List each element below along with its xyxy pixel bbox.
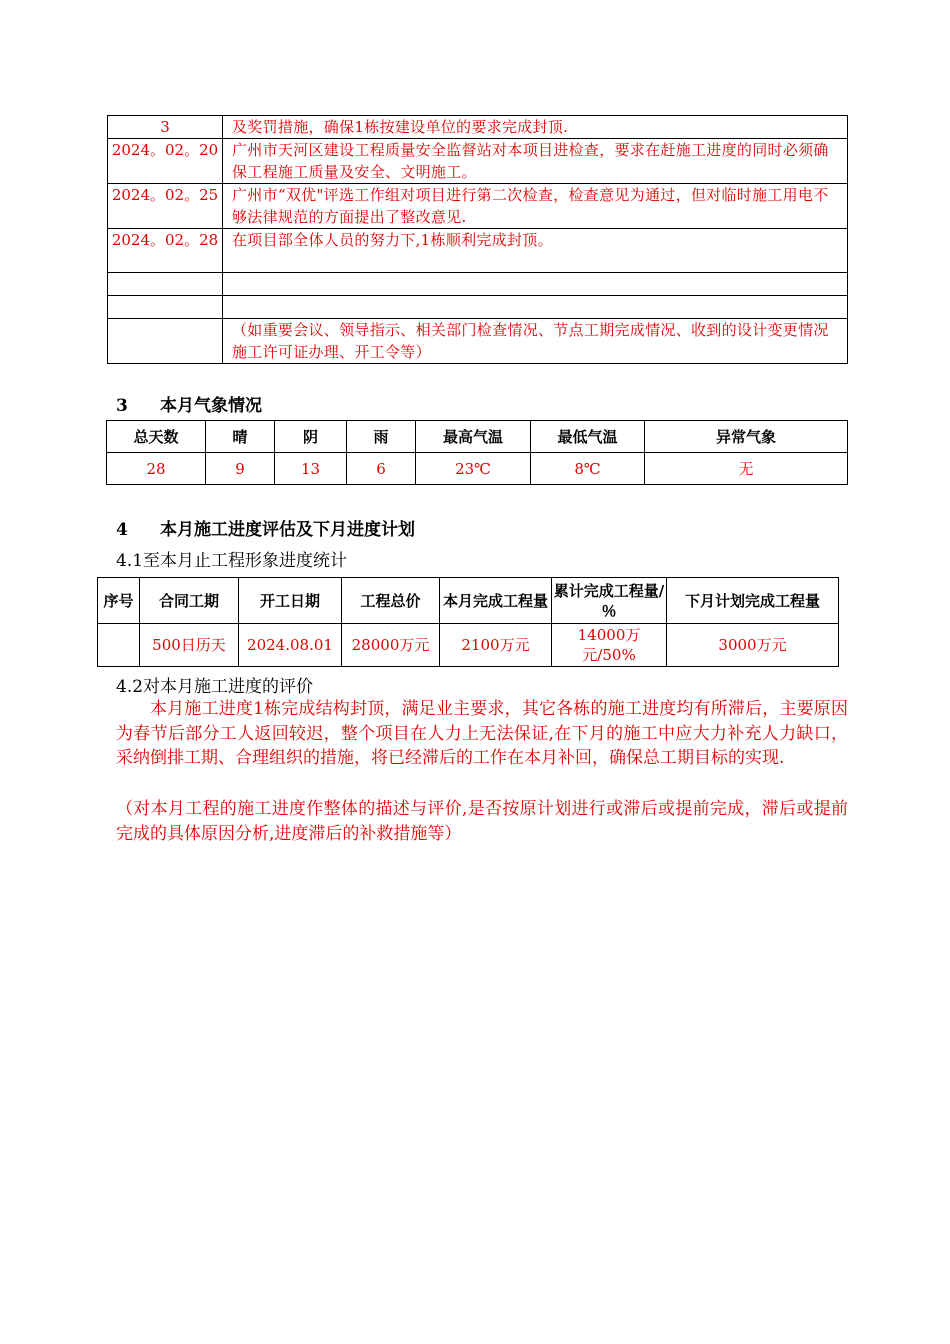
event-date: 3 [108,116,223,139]
column-header: 总天数 [107,421,206,453]
column-header: 最低气温 [531,421,645,453]
subsection-title-4-1: 4.1至本月止工程形象进度统计 [116,551,348,571]
table-cell: 13 [275,453,347,485]
event-description: 及奖罚措施，确保1栋按建设单位的要求完成封顶. [223,116,848,139]
column-header: 下月计划完成工程量 [667,578,839,624]
events-table [107,115,848,364]
column-header: 晴 [206,421,275,453]
section-number: 4 [116,520,128,540]
event-description: 在项目部全体人员的努力下,1栋顺利完成封顶。 [223,229,848,273]
table-row [108,319,848,364]
column-header: 本月完成工程量 [440,578,552,624]
event-description [223,296,848,319]
column-header: 序号 [98,578,140,624]
table-cell: 28000万元 [342,624,440,667]
table-row [108,139,848,184]
event-description [223,273,848,296]
table-cell: 28 [107,453,206,485]
section-number: 3 [116,396,128,416]
table-row [108,296,848,319]
weather-table [106,420,848,485]
event-date: 2024。02。28 [108,229,223,273]
table-cell: 23℃ [416,453,531,485]
table-row [108,184,848,229]
event-date: 2024。02。20 [108,139,223,184]
table-row [107,453,848,485]
table-cell: 2100万元 [440,624,552,667]
section-title: 本月施工进度评估及下月进度计划 [160,520,415,540]
table-cell: 无 [645,453,848,485]
column-header: 累计完成工程量/％ [552,578,667,624]
column-header: 最高气温 [416,421,531,453]
table-cell: 3000万元 [667,624,839,667]
event-description: （如重要会议、领导指示、相关部门检查情况、节点工期完成情况、收到的设计变更情况施工许可证办理、开工令等） [223,319,848,364]
column-header: 异常气象 [645,421,848,453]
table-cell: 14000万元/50% [552,624,667,667]
column-header: 开工日期 [239,578,342,624]
event-description: 广州市天河区建设工程质量安全监督站对本项目进检查，要求在赶施工进度的同时必须确保工程施工质量及安全、文明施工。 [223,139,848,184]
event-description: 广州市“双优"评选工作组对项目进行第二次检查，检查意见为通过，但对临时施工用电不够法律规范的方面提出了整改意见. [223,184,848,229]
event-date: 2024。02。25 [108,184,223,229]
event-date [108,273,223,296]
table-row [98,624,839,667]
table-cell: 6 [347,453,416,485]
table-header-row [107,421,848,453]
table-cell: 500日历天 [140,624,239,667]
column-header: 合同工期 [140,578,239,624]
section-heading-progress [116,515,415,540]
table-row [108,116,848,139]
evaluation-paragraph: 本月施工进度1栋完成结构封顶，满足业主要求，其它各栋的施工进度均有所滞后，主要原因为春节后部分工人返回较迟，整个项目在人力上无法保证,在下月的施工中应大力补充人力缺口，采纳倒排工期、合理组织的措施，将已经滞后的工作在本月补回，确保总工期目标的实现. [116,699,848,768]
progress-table [97,577,839,667]
table-cell [98,624,140,667]
table-cell: 8℃ [531,453,645,485]
column-header: 雨 [347,421,416,453]
table-header-row [98,578,839,624]
column-header: 阴 [275,421,347,453]
column-header: 工程总价 [342,578,440,624]
event-date [108,319,223,364]
section-title: 本月气象情况 [160,396,262,416]
subsection-title-4-2: 4.2对本月施工进度的评价 [116,677,314,697]
section-heading-weather [116,391,262,416]
table-cell: 9 [206,453,275,485]
table-row [108,229,848,273]
table-row [108,273,848,296]
event-date [108,296,223,319]
evaluation-note: （对本月工程的施工进度作整体的描述与评价,是否按原计划进行或滞后或提前完成，滞后或提前完成的具体原因分析,进度滞后的补救措施等） [116,799,848,844]
table-cell: 2024.08.01 [239,624,342,667]
